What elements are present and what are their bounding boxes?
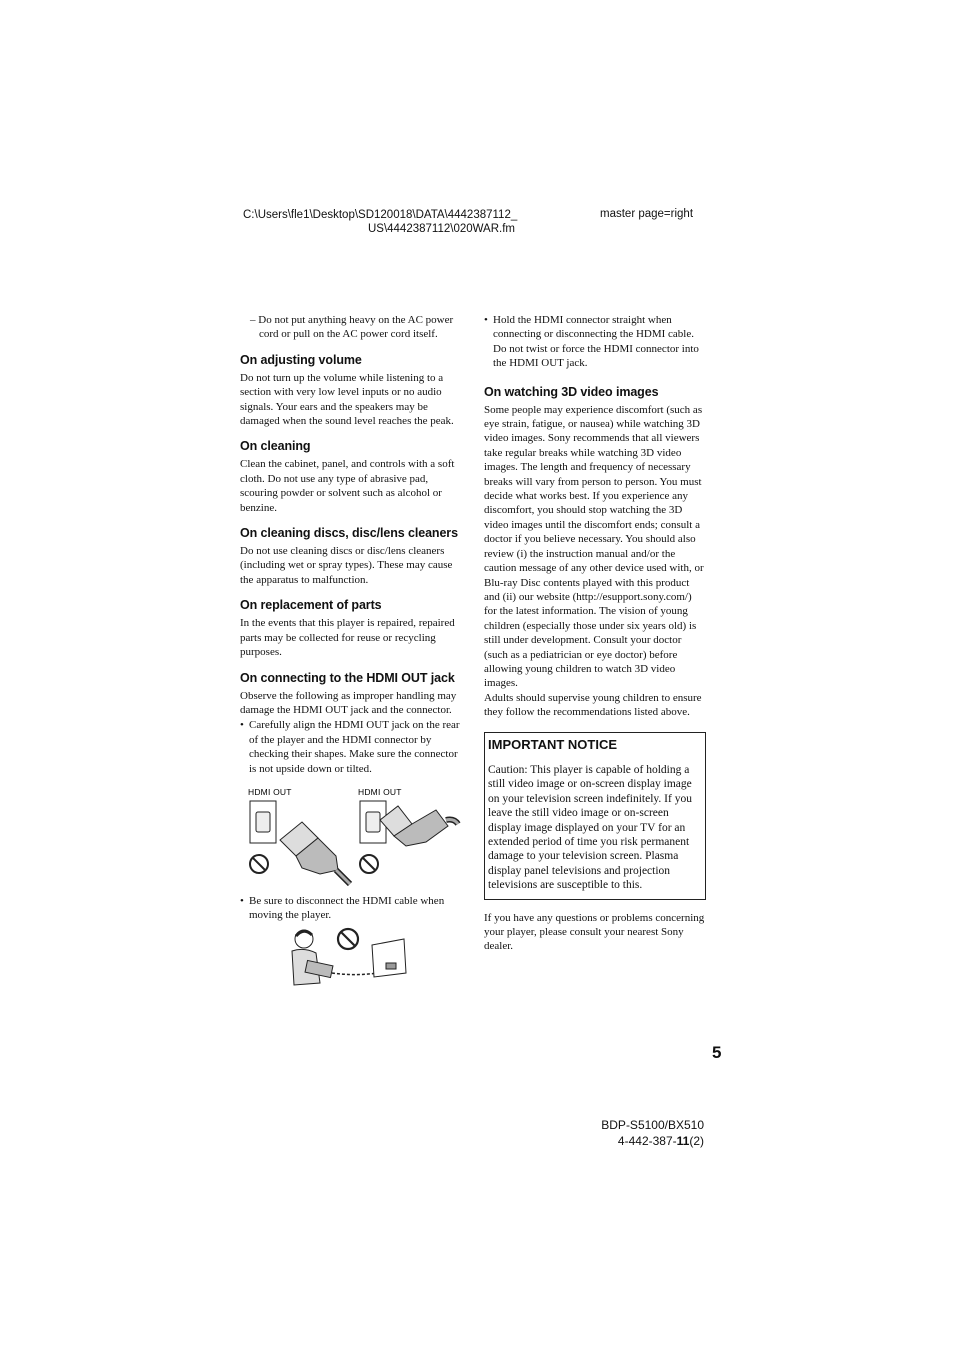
person-icon xyxy=(292,930,333,985)
fig-label-hdmi-out-left: HDMI OUT xyxy=(248,786,292,797)
cleaning-text: Clean the cabinet, panel, and controls with a soft cloth. Do not use any type of abrasive pad, scouring powder or solvent such as alcohol or benzine. xyxy=(240,458,455,514)
volume-text: Do not turn up the volume while listening to a section with very low level inputs or no audio signals. Your ears and the speakers may be damaged when the sound level reaches the peak. xyxy=(240,371,454,428)
hdmi-bullet-straight xyxy=(484,313,706,371)
important-notice-title: IMPORTANT NOTICE xyxy=(488,736,618,752)
important-notice-text: Caution: This player is capable of holding a still video image or on-screen display image on your television screen indefinitely. If you leave the still video image or on-screen display image displayed on your TV for an extended period of time you risk permanent damage to your television screen. Plasma display panel televisions and projection televisions are susceptible to this. xyxy=(488,763,692,892)
fig-label-hdmi-out-right: HDMI OUT xyxy=(358,786,402,797)
moving-player-figure xyxy=(240,927,462,997)
hdmi-text: Observe the following as improper handling may damage the HDMI OUT jack and the connector. xyxy=(240,689,457,716)
parts-text: In the events that this player is repaired, repaired parts may be collected for reuse or recycling purposes. xyxy=(240,617,455,659)
prohibited-icon xyxy=(360,855,378,873)
document-code xyxy=(601,1133,704,1149)
hdmi-plug-tilted-icon xyxy=(280,822,350,884)
hdmi-heading: On connecting to the HDMI OUT jack xyxy=(240,670,455,685)
doc-code-suffix: (2) xyxy=(689,1134,704,1148)
model-info xyxy=(601,1117,704,1149)
volume-heading: On adjusting volume xyxy=(240,352,362,367)
bullet-mark: • xyxy=(240,894,244,907)
parts-heading: On replacement of parts xyxy=(240,598,382,613)
doc-code-bold: 11 xyxy=(676,1134,690,1148)
doc-code-prefix: 4-442-387- xyxy=(617,1134,677,1148)
hdmi-bullet-disconnect-text: Be sure to disconnect the HDMI cable when moving the player. xyxy=(249,894,445,922)
moving-player-illustration xyxy=(240,927,462,997)
bullet-mark: • xyxy=(240,719,244,732)
hdmi-connector-figure xyxy=(240,784,462,886)
left-column xyxy=(240,312,462,997)
threed-text-supervise: Adults should supervise young children to ensure they follow the recommendations listed above. xyxy=(484,691,702,719)
hdmi-bullet-straight-text: Hold the HDMI connector straight when connecting or disconnecting the HDMI cable. Do not twist or force the HDMI connector into the HDMI OUT jack. xyxy=(493,314,699,370)
hdmi-connector-illustration xyxy=(240,784,462,886)
hdmi-bullet-disconnect xyxy=(240,894,462,923)
threed-text: Some people may experience discomfort (such as eye strain, fatigue, or nausea) while watching 3D video images. Sony recommends that all viewers take regular breaks while watching 3D video images. The length and frequency of necessary breaks will vary from person to person. You must decide what works best. If you experience any discomfort, you should stop watching the 3D video images until the discomfort ends; consult a doctor if you believe necessary. You should also review (i) the instruction manual and/or the caution message of any other device used with, or Blu-ray Disc contents played with this product and (ii) our website (http://esupport.sony.com/) for the latest information. The vision of young children (especially those under six years old) is still under development. Consult your doctor (such as a pediatrician or eye doctor) before allowing young children to watch 3D video images. xyxy=(484,403,704,690)
cleaning-heading: On cleaning xyxy=(240,439,311,454)
page-number: 5 xyxy=(712,1043,722,1062)
file-path-header xyxy=(243,208,518,236)
right-column xyxy=(484,312,706,954)
hdmi-bullet-align xyxy=(240,718,462,776)
power-cord-note: – Do not put anything heavy on the AC power cord or pull on the AC power cord itself. xyxy=(250,314,454,341)
hdmi-bullet-align-text: Carefully align the HDMI OUT jack on the rear of the player and the HDMI connector by checking their shapes. Make sure the connector is not upside down or tilted. xyxy=(249,719,460,775)
important-notice-box xyxy=(484,732,706,900)
hdmi-jack-left-icon xyxy=(250,801,276,843)
file-path-line-1: C:\Users\fle1\Desktop\SD120018\DATA\4442387112_ xyxy=(243,209,518,221)
discs-text: Do not use cleaning discs or disc/lens cleaners (including wet or spray types). These may cause the apparatus to malfunction. xyxy=(240,545,453,586)
threed-heading: On watching 3D video images xyxy=(484,384,659,399)
discs-heading: On cleaning discs, disc/lens cleaners xyxy=(240,526,458,541)
prohibited-icon xyxy=(338,929,358,949)
file-path-line-2: US\4442387112\020WAR.fm xyxy=(367,223,515,235)
model-number: BDP-S5100/BX510 xyxy=(601,1118,704,1132)
bullet-mark: • xyxy=(484,314,488,326)
tv-icon xyxy=(372,939,406,977)
prohibited-icon xyxy=(250,855,268,873)
closing-text: If you have any questions or problems concerning your player, please consult your nearest Sony dealer. xyxy=(484,911,705,953)
master-page-label: master page=right xyxy=(600,208,694,220)
hdmi-plug-twisted-icon xyxy=(380,806,458,846)
